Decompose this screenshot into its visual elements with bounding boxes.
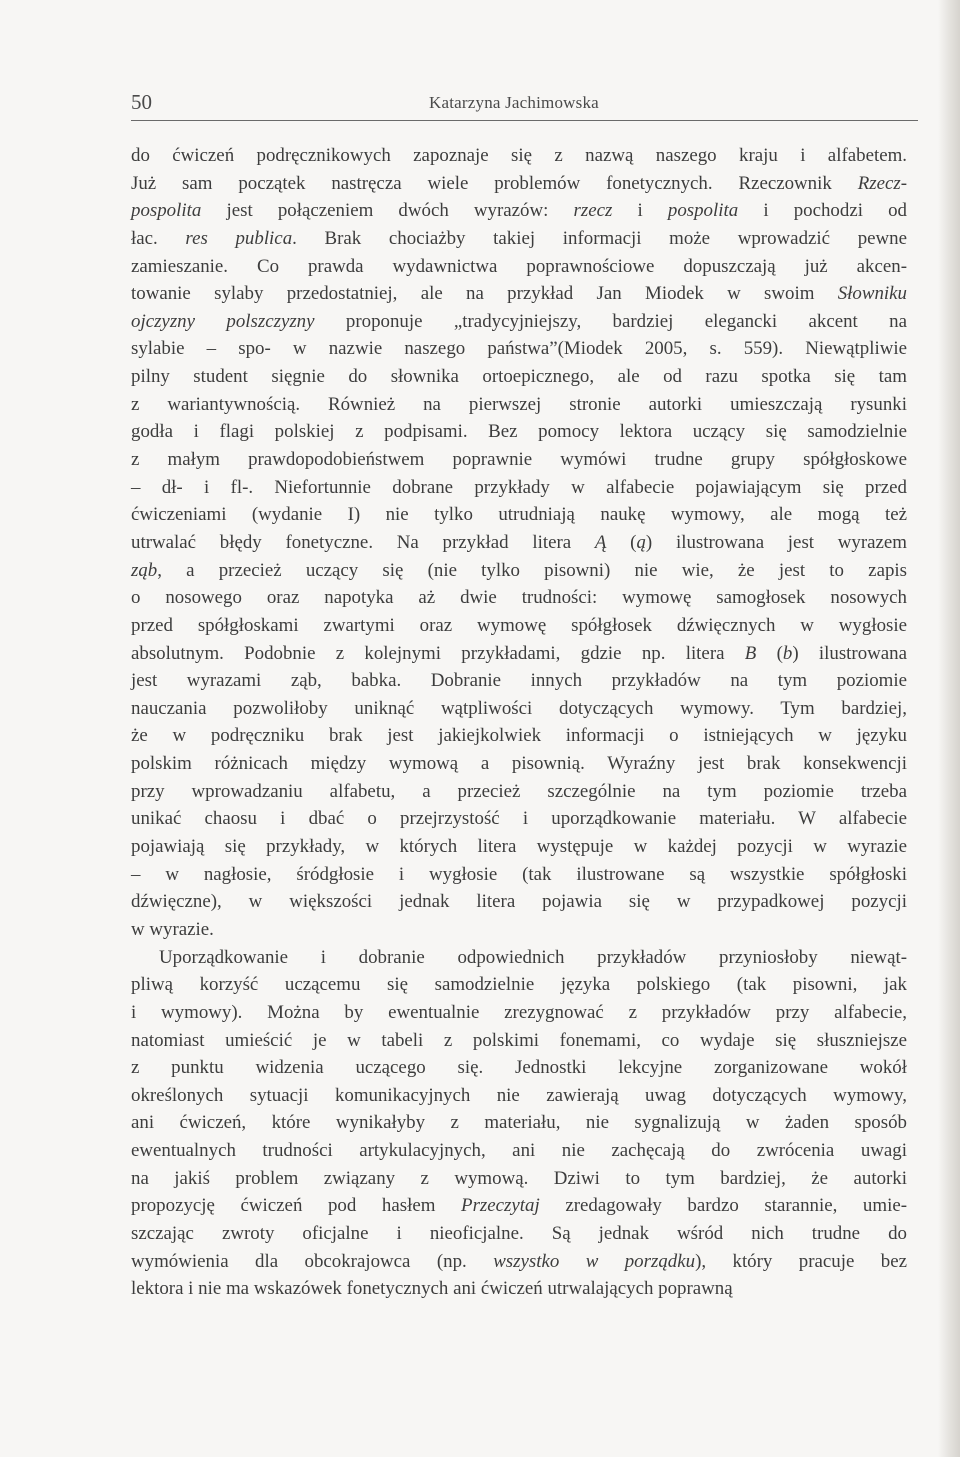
italic-text: B: [744, 642, 757, 664]
page-number: 50: [131, 90, 152, 114]
text-run: przed spółgłoskami zwartymi oraz wymowę spółgłosek dźwięcznych w wygłosie: [131, 614, 907, 636]
italic-text: ą: [636, 531, 646, 553]
text-line: [131, 197, 907, 225]
text-line: [131, 612, 907, 640]
text-run: utrwalać błędy fonetyczne. Na przykład litera: [131, 531, 595, 553]
text-line: [131, 529, 907, 557]
text-run: i: [612, 200, 668, 222]
text-run: z małym prawdopodobieństwem poprawnie wymówi trudne grupy spółgłoskowe: [131, 449, 907, 471]
text-run: – dł- i fl-. Niefortunnie dobrane przykłady w alfabecie pojawiającym się przed: [131, 476, 907, 498]
text-line: [131, 335, 907, 363]
italic-text: pospolita: [667, 200, 739, 222]
text-line: [131, 750, 907, 778]
text-run: absolutnym. Podobnie z kolejnymi przykładami, gdzie np. litera: [131, 642, 745, 664]
text-run: i pochodzi od: [738, 200, 907, 222]
text-run: jest połączeniem dwóch wyrazów:: [201, 200, 574, 222]
text-run: do ćwiczeń podręcznikowych zapoznaje się z nazwą naszego kraju i alfabetem.: [131, 145, 907, 166]
text-run: (: [606, 531, 637, 553]
text-line: [131, 695, 907, 723]
text-line: [131, 474, 907, 502]
running-header-author: Katarzyna Jachimowska: [429, 93, 599, 112]
text-run: przy wprowadzaniu alfabetu, a przecież szczególnie na tym poziomie trzeba: [131, 780, 907, 802]
text-run: polskim różnicach między wymową a pisownią. Wyraźny jest brak konsekwencji: [131, 753, 907, 775]
text-line: [131, 944, 907, 972]
text-line: [131, 1109, 907, 1137]
text-run: towanie sylaby przedostatniej, ale na przykład Jan Miodek w swoim: [131, 283, 838, 305]
text-run: pojawiają się przykłady, w których litera występuje w każdej pozycji w wyrazie: [131, 836, 907, 858]
italic-text: Rzecz-: [857, 172, 907, 194]
text-run: propozycję ćwiczeń pod hasłem: [131, 1195, 462, 1217]
text-line: [131, 170, 907, 198]
text-run: ) ilustrowana jest wyrazem: [645, 531, 907, 553]
text-run: pilny student sięgnie do słownika ortoepicznego, ale od razu spotka się tam: [131, 366, 907, 388]
italic-text: b: [782, 642, 793, 664]
text-run: Uporządkowanie i dobranie odpowiednich przykładów przyniosłoby niewąt-: [159, 946, 907, 968]
text-run: natomiast umieścić je w tabeli z polskimi fonemami, co wydaje się słuszniejsze: [131, 1029, 907, 1051]
text-line: [131, 142, 907, 170]
text-line: [131, 1054, 907, 1082]
text-run: z punktu widzenia uczącego się. Jednostki lekcyjne zorganizowane wokół: [131, 1057, 907, 1079]
text-line: [131, 253, 907, 281]
text-line: [131, 1082, 907, 1110]
text-run: ćwiczeniami (wydanie I) nie tylko utrudniają naukę wymowy, ale mogą też: [131, 504, 907, 526]
text-run: godła i flagi polskiej z podpisami. Bez pomocy lektora uczący się samodzielnie: [131, 421, 907, 443]
text-line: [131, 1192, 907, 1220]
text-run: lektora i nie ma wskazówek fonetycznych ani ćwiczeń utrwalających poprawną: [131, 1278, 733, 1300]
text-run: ani ćwiczeń, które wynikałyby z materiału, nie sygnalizują w żaden sposób: [131, 1112, 907, 1134]
text-line: [131, 446, 907, 474]
text-line: [131, 308, 907, 336]
text-run: jest wyrazami ząb, babka. Dobranie innych przykładów na tym poziomie: [131, 670, 907, 692]
italic-text: Przeczytaj: [461, 1195, 540, 1217]
page-edge-shadow: [938, 0, 960, 1457]
italic-text: rzecz: [573, 200, 613, 222]
italic-text: Ą: [594, 531, 607, 553]
text-line: [131, 363, 907, 391]
text-line: [131, 1027, 907, 1055]
text-run: zredagowały bardzo starannie, umie-: [539, 1195, 907, 1217]
text-line: [131, 584, 907, 612]
text-run: proponuje „tradycyjniejszy, bardziej elegancki akcent na: [314, 310, 907, 332]
text-line: [131, 557, 907, 585]
text-run: szczając zwroty oficjalne i nieoficjalne. Są jednak wśród nich trudne do: [131, 1222, 907, 1244]
italic-text: Słowniku: [837, 283, 907, 305]
text-line: [131, 225, 907, 253]
text-line: [131, 418, 907, 446]
italic-text: wszystko w porządku: [493, 1250, 696, 1272]
text-line: [131, 1275, 907, 1303]
text-line: [131, 1248, 907, 1276]
italic-text: ząb: [131, 559, 158, 581]
text-run: (: [756, 642, 783, 664]
text-line: [131, 501, 907, 529]
text-run: i wymowy). Można by ewentualnie zrezygnować z przykładów przy alfabecie,: [131, 1001, 907, 1023]
text-line: [131, 971, 907, 999]
text-run: . Brak chociażby takiej informacji może wprowadzić pewne: [292, 227, 907, 249]
text-run: że w podręczniku brak jest jakiejkolwiek informacji o istniejących w języku: [131, 725, 907, 747]
text-run: na jakiś problem związany z wymową. Dziwi to tym bardziej, że autorki: [131, 1167, 907, 1189]
text-run: pliwą korzyść uczącemu się samodzielnie języka polskiego (tak pisowni, jak: [131, 974, 907, 996]
text-line: [131, 833, 907, 861]
text-run: Już sam początek nastręcza wiele problemów fonetycznych. Rzeczownik: [131, 172, 858, 194]
text-line: [131, 667, 907, 695]
text-run: ), który pracuje bez: [695, 1250, 908, 1272]
text-run: zamieszanie. Co prawda wydawnictwa poprawnościowe dopuszczają już akcen-: [131, 255, 907, 277]
text-line: [131, 280, 907, 308]
italic-text: pospolita: [131, 200, 202, 222]
text-run: z wariantywnością. Również na pierwszej stronie autorki umieszczają rysunki: [131, 393, 907, 415]
text-line: [131, 1220, 907, 1248]
text-line: [131, 861, 907, 889]
text-line: [131, 391, 907, 419]
running-header: [131, 86, 918, 121]
text-line: [131, 722, 907, 750]
text-run: ewentualnych trudności artykulacyjnych, ani nie zachęcają do zwrócenia uwagi: [131, 1140, 907, 1162]
text-run: , a przecież uczący się (nie tylko pisowni) nie wie, że jest to zapis: [157, 559, 907, 581]
text-run: ) ilustrowana: [792, 642, 908, 664]
text-run: nauczania pozwoliłoby uniknąć wątpliwości dotyczących wymowy. Tym bardziej,: [131, 697, 907, 719]
text-line: [131, 778, 907, 806]
text-line: [131, 916, 907, 944]
text-line: [131, 888, 907, 916]
text-run: w wyrazie.: [131, 918, 214, 940]
text-run: dźwięczne), w większości jednak litera pojawia się w przypadkowej pozycji: [131, 891, 907, 913]
text-run: unikać chaosu i dbać o przejrzystość i uporządkowanie materiału. W alfabecie: [131, 808, 907, 830]
text-line: [131, 1137, 907, 1165]
text-run: określonych sytuacji komunikacyjnych nie zawierają uwag dotyczących wymowy,: [131, 1084, 907, 1106]
text-line: [131, 1165, 907, 1193]
text-line: [131, 640, 907, 668]
italic-text: res publica: [185, 227, 293, 249]
text-run: wymówienia dla obcokrajowca (np.: [131, 1250, 494, 1272]
text-run: – w nagłosie, śródgłosie i wygłosie (tak ilustrowane są wszystkie spółgłoski: [131, 863, 907, 885]
text-run: łac.: [131, 227, 186, 249]
text-run: o nosowego oraz napotyka aż dwie trudności: wymowę samogłosek nosowych: [131, 587, 907, 609]
italic-text: ojczyzny polszczyzny: [131, 310, 315, 332]
body-text: [131, 142, 907, 1303]
text-run: sylabie – spo- w nazwie naszego państwa”(Miodek 2005, s. 559). Niewątpliwie: [131, 338, 907, 360]
text-line: [131, 805, 907, 833]
text-line: [131, 999, 907, 1027]
